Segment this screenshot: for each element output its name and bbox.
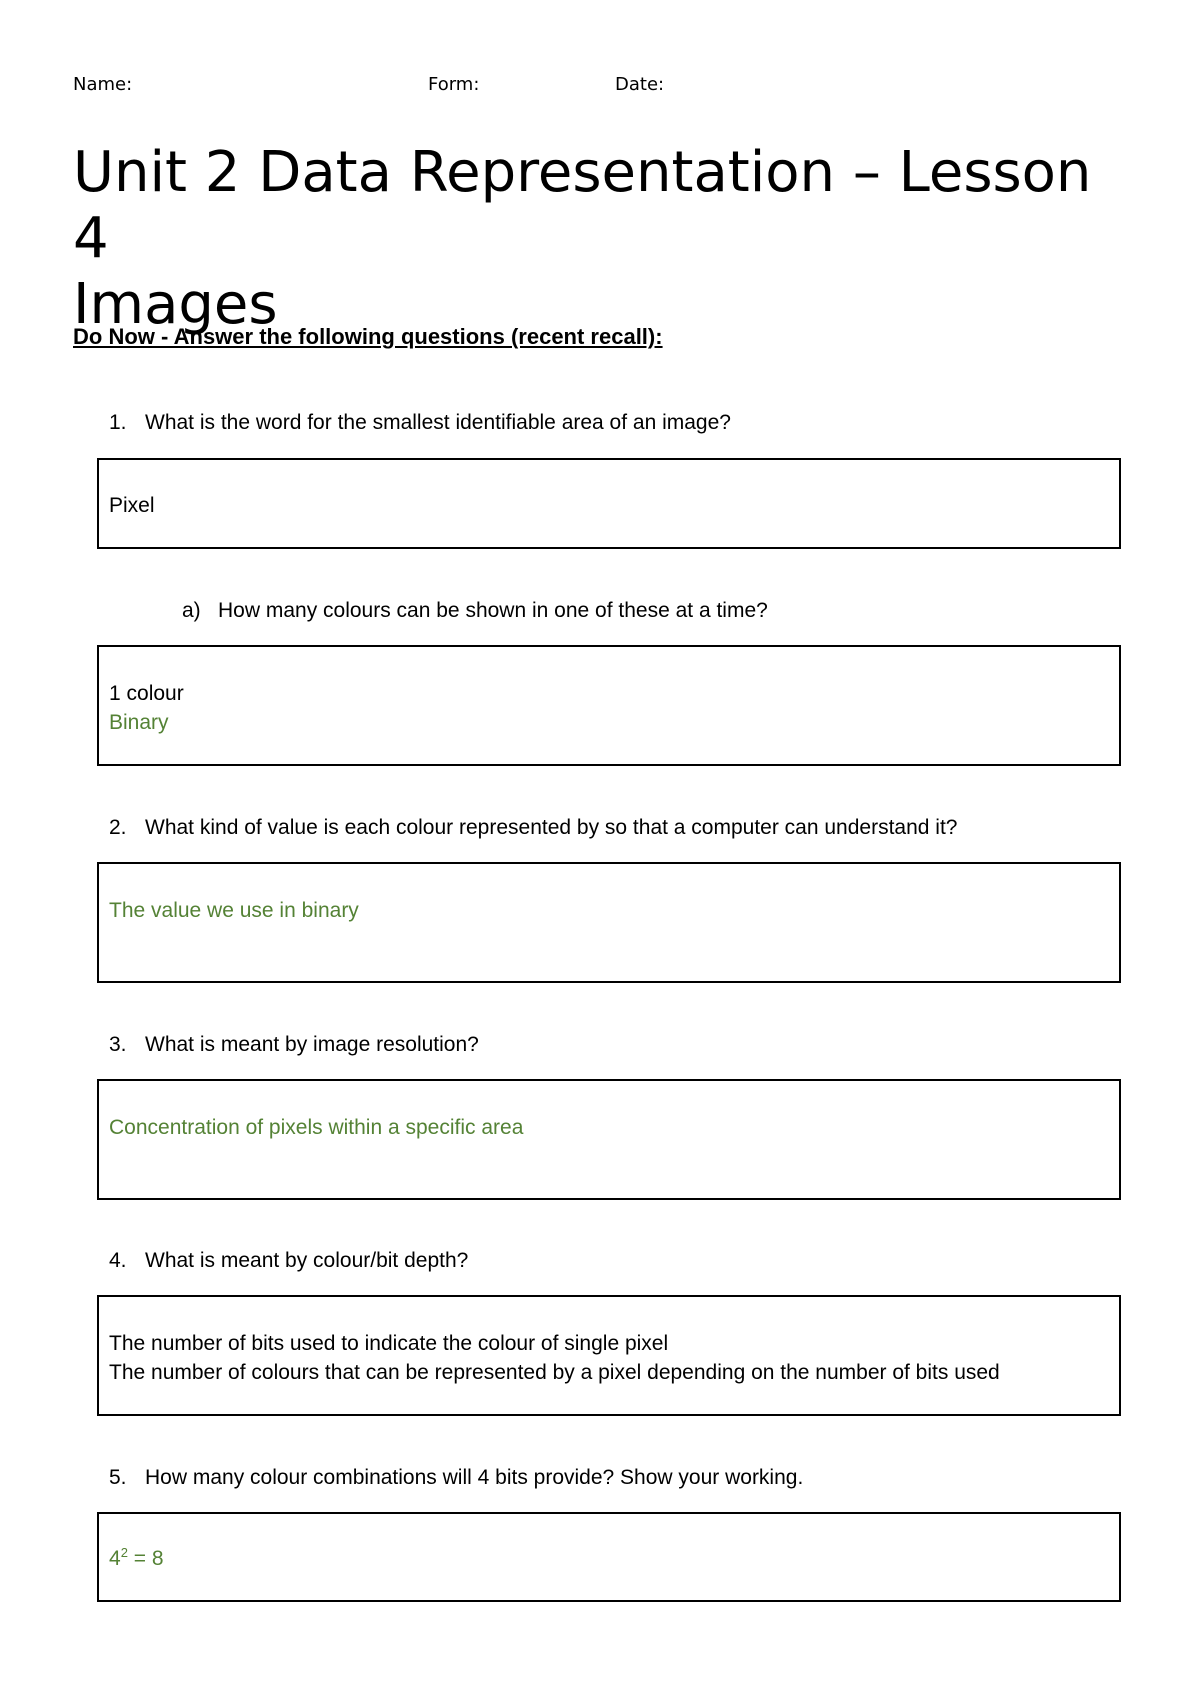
question-number: 1. (109, 411, 127, 434)
answer-box-2[interactable] (97, 862, 1121, 983)
title-line-2: Images (73, 272, 278, 337)
question-1 (109, 411, 731, 435)
name-label: Name: (73, 74, 133, 95)
question-5 (109, 1466, 803, 1490)
question-text: What is meant by image resolution? (145, 1033, 479, 1056)
answer-line: Binary (109, 711, 169, 734)
answer-line (109, 1544, 1109, 1573)
question-4 (109, 1249, 468, 1273)
power-exponent: 2 (120, 1545, 128, 1560)
question-text: What is the word for the smallest identifiable area of an image? (145, 411, 731, 434)
section-heading: Do Now - Answer the following questions (recent recall): (73, 324, 663, 349)
question-text: How many colour combinations will 4 bits provide? Show your working. (145, 1466, 804, 1489)
question-number: a) (182, 599, 201, 622)
question-3 (109, 1033, 479, 1057)
date-label: Date: (615, 74, 665, 95)
question-2 (109, 816, 957, 840)
answer-line: The value we use in binary (109, 899, 359, 922)
power-base: 4 (109, 1547, 121, 1570)
student-details-row (73, 74, 1123, 100)
form-label: Form: (428, 74, 480, 95)
question-text: What is meant by colour/bit depth? (145, 1249, 469, 1272)
page-title (73, 140, 1133, 338)
answer-line: The number of bits used to indicate the colour of single pixel (109, 1332, 669, 1355)
question-number: 5. (109, 1466, 127, 1489)
answer-box-5[interactable] (97, 1512, 1121, 1602)
power-result: = 8 (127, 1547, 164, 1570)
question-number: 3. (109, 1033, 127, 1056)
question-number: 2. (109, 816, 127, 839)
title-line-1: Unit 2 Data Representation – Lesson 4 (73, 140, 1092, 271)
answer-box-3[interactable] (97, 1079, 1121, 1200)
question-text: What kind of value is each colour represented by so that a computer can understand it? (145, 816, 958, 839)
answer-box-1a[interactable] (97, 645, 1121, 766)
question-1a (182, 599, 768, 623)
answer-box-4[interactable] (97, 1295, 1121, 1416)
question-text: How many colours can be shown in one of these at a time? (218, 599, 768, 622)
answer-line: 1 colour (109, 682, 184, 705)
answer-line: Concentration of pixels within a specific area (109, 1116, 524, 1139)
answer-line: Pixel (109, 494, 155, 517)
answer-box-1[interactable] (97, 458, 1121, 549)
answer-line: The number of colours that can be represented by a pixel depending on the number of bits used (109, 1361, 1000, 1384)
question-number: 4. (109, 1249, 127, 1272)
